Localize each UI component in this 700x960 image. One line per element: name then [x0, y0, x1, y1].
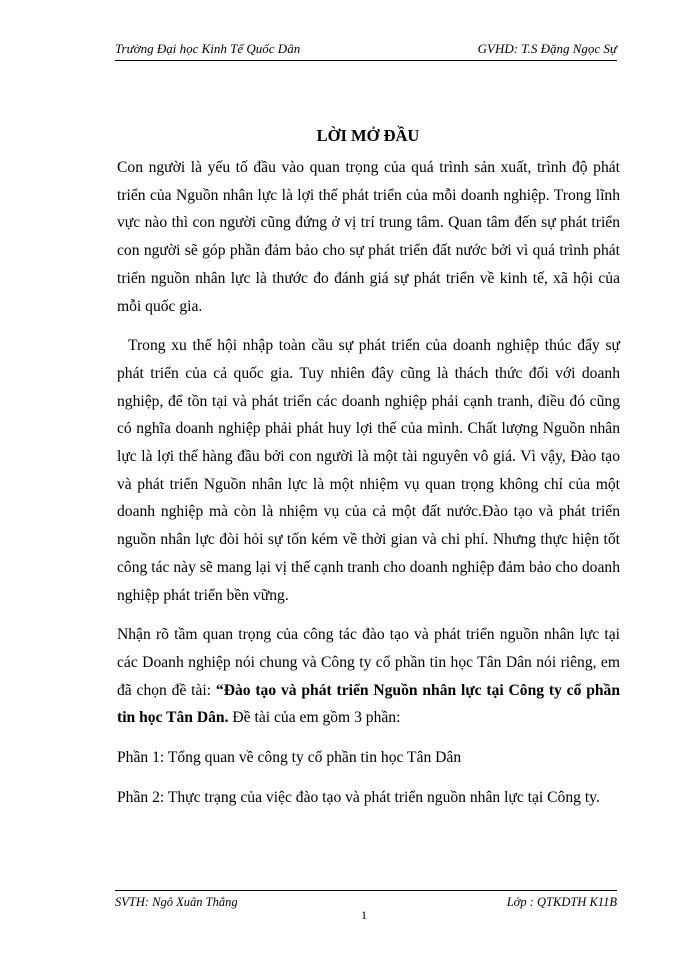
page-number: 1	[361, 908, 367, 922]
paragraph-3	[117, 621, 620, 732]
thesis-topic: “Đào tạo và phát triển Nguồn nhân lực tại Công ty cổ phần tin học Tân Dân.	[117, 681, 621, 727]
page-header	[115, 40, 617, 61]
paragraph-2: Trong xu thế hội nhập toàn cầu sự phát triển của doanh nghiệp thúc đẩy sự phát triển của cả quốc gia. Tuy nhiên đây cũng là thách thức đối với doanh nghiệp, để tồn tại và phát triển các doanh nghiệp phải cạnh tranh, điều đó cũng có nghĩa doanh nghiệp phải phát huy lợi thế của mình. Chất lượng Nguồn nhân lực là lợi thế hàng đầu bởi con người là một tài nguyên vô giá. Vì vậy, Đào tạo và phát triển Nguồn nhân lực là một nhiệm vụ quan trọng không chỉ của một doanh nghiệp mà còn là nhiệm vụ của cả một đất nước.Đào tạo và phát triển nguồn nhân lực đòi hỏi sự tốn kém về thời gian và chi phí. Nhưng thực hiện tốt công tác này sẽ mang lại vị thế cạnh tranh cho doanh nghiệp đảm bảo cho doanh nghiệp phát triển bền vững.	[117, 337, 620, 604]
document-body	[117, 154, 620, 811]
footer-student: SVTH: Ngô Xuân Thắng	[115, 895, 238, 909]
header-school: Trường Đại học Kinh Tế Quốc Dân	[115, 41, 301, 56]
footer-class: Lớp : QTKDTH K11B	[506, 895, 617, 909]
part-1: Phần 1: Tổng quan về công ty cổ phần tin học Tân Dân	[117, 749, 462, 767]
paragraph-1: Con người là yếu tố đầu vào quan trọng của quá trình sản xuất, trình độ phát triển của Nguồn nhân lực là lợi thế phát triển của mỗi doanh nghiệp. Trong lĩnh vực nào thì con người cũng đứng ở vị trí trung tâm. Quan tâm đến sự phát triển con người sẽ góp phần đảm bảo cho sự phát triển đất nước bởi vì quá trình phát triển nguồn nhân lực là thước đo đánh giá sự phát triển về kinh tế, xã hội của mỗi quốc gia.	[117, 159, 620, 315]
paragraph-3-start: Nhận rõ tầm quan trọng của công tác đào tạo và phát triển nguồn nhân lực tại các Doanh nghiệp nói chung và Công ty cổ phần tin học Tân Dân nói riêng, em đã chọn đề tài:	[117, 626, 620, 699]
page-title: LỜI MỞ ĐẦU	[316, 126, 420, 145]
header-supervisor: GVHD: T.S Đặng Ngọc Sự	[477, 41, 617, 56]
part-2: Phần 2: Thực trạng của việc đào tạo và phát triển nguồn nhân lực tại Công ty.	[117, 788, 600, 806]
paragraph-3-end: Đề tài của em gồm 3 phần:	[228, 709, 401, 727]
